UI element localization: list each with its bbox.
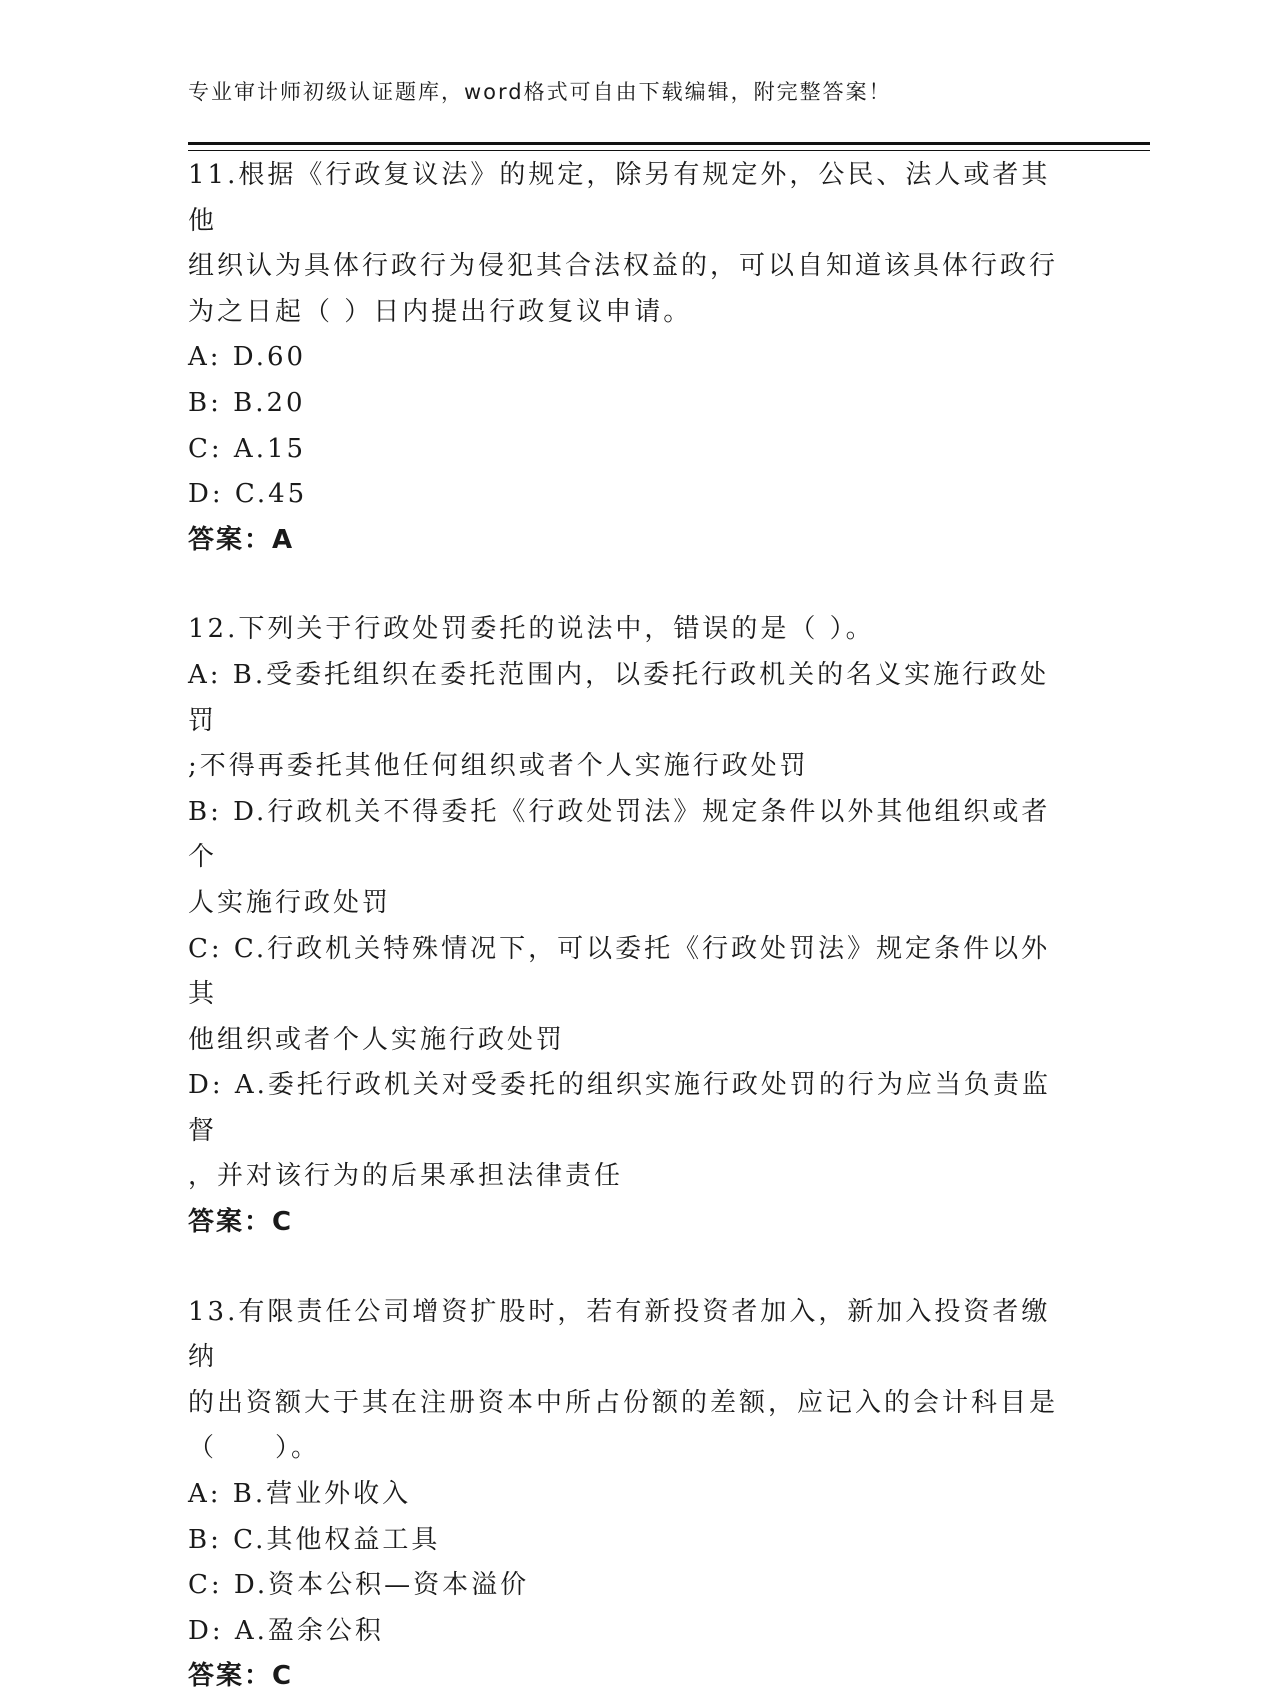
- option-a: A: B.营业外收入: [188, 1479, 412, 1510]
- option-c: C: D.资本公积—资本溢价: [188, 1570, 530, 1601]
- answer: 答案：A: [188, 524, 295, 555]
- option-d-continued: ，并对该行为的后果承担法律责任: [188, 1161, 624, 1192]
- question-stem-line: 11.根据《行政复议法》的规定，除另有规定外，公民、法人或者其他: [188, 160, 1051, 236]
- question-stem-line: 13.有限责任公司增资扩股时，若有新投资者加入，新加入投资者缴纳: [188, 1296, 1051, 1373]
- question-stem-line: 为之日起（ ）日内提出行政复议申请。: [188, 296, 693, 327]
- option-c-continued: 他组织或者个人实施行政处罚: [188, 1024, 566, 1055]
- option-a: A: D.60: [188, 342, 307, 373]
- option-b-continued: 人实施行政处罚: [188, 887, 392, 918]
- option-b: B: D.行政机关不得委托《行政处罚法》规定条件以外其他组织或者个: [188, 796, 1051, 873]
- question-13: [188, 1290, 1078, 1700]
- question-stem-line: （ ）。: [188, 1433, 321, 1464]
- answer: 答案：C: [188, 1661, 294, 1692]
- option-b: B: C.其他权益工具: [188, 1524, 441, 1555]
- option-b: B: B.20: [188, 387, 306, 418]
- question-stem-line: 的出资额大于其在注册资本中所占份额的差额，应记入的会计科目是: [188, 1387, 1059, 1418]
- question-list: [188, 153, 1078, 1700]
- header-divider: [188, 142, 1150, 151]
- option-a: A: B.受委托组织在委托范围内，以委托行政机关的名义实施行政处罚: [188, 659, 1050, 736]
- option-c: C: A.15: [188, 433, 307, 464]
- question-stem-line: 组织认为具体行政行为侵犯其合法权益的，可以自知道该具体行政行: [188, 251, 1059, 282]
- option-d: D: A.委托行政机关对受委托的组织实施行政处罚的行为应当负责监督: [188, 1070, 1051, 1146]
- page-header: 专业审计师初级认证题库，word格式可自由下载编辑，附完整答案！: [188, 80, 892, 104]
- question-12: [188, 607, 1078, 1245]
- option-d: D: A.盈余公积: [188, 1615, 384, 1646]
- option-d: D: C.45: [188, 479, 308, 510]
- question-stem-line: 12.下列关于行政处罚委托的说法中，错误的是（ ）。: [188, 614, 875, 645]
- question-11: [188, 153, 1078, 563]
- option-c: C: C.行政机关特殊情况下，可以委托《行政处罚法》规定条件以外其: [188, 933, 1051, 1010]
- option-a-continued: ;不得再委托其他任何组织或者个人实施行政处罚: [188, 751, 809, 782]
- answer: 答案：C: [188, 1207, 294, 1238]
